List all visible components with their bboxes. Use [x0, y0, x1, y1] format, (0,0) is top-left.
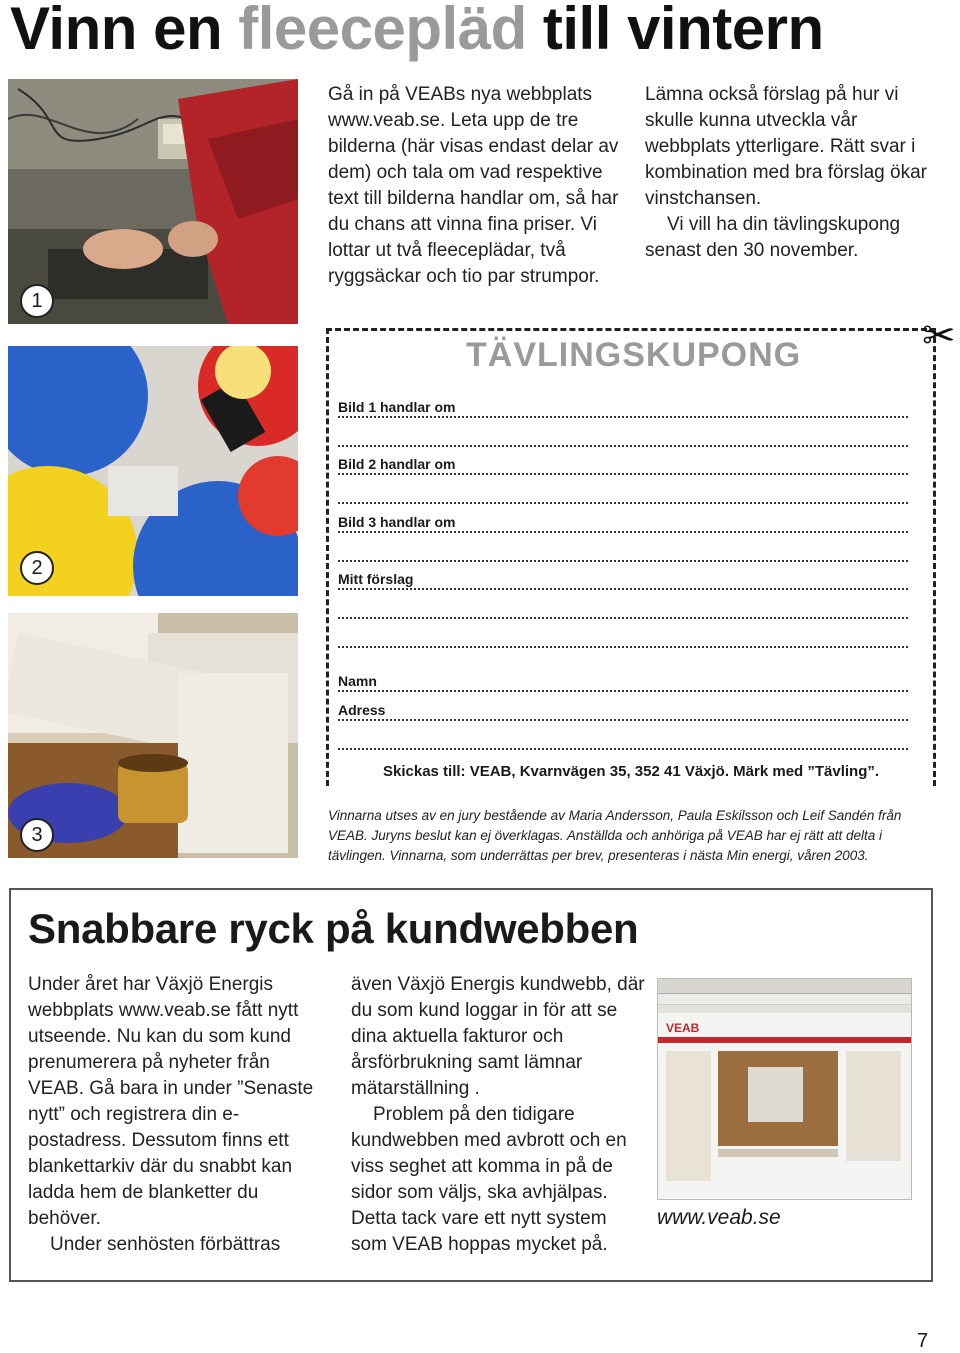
article-paragraph: även Växjö Energis kundwebb, där du som kund loggar in för att se dina aktuella fakturor och årsförbrukning samt lämnar mätarställning .	[351, 974, 645, 1099]
field-label: Bild 1 handlar om	[338, 399, 456, 415]
article-paragraph: Under året har Växjö Energis webbplats www.veab.se fått nytt utseende. Nu kan du som kund prenumerera på nyheter från VEAB. Gå bara in under ”Senaste nytt” och registrera din e-postadress. Dessutom finns ett blankettarkiv där du snabbt kan ladda hem de blanketter du behöver.	[28, 974, 314, 1229]
bild1-field[interactable]	[338, 398, 908, 418]
photo-1	[8, 79, 298, 324]
headline-part2: till vintern	[526, 0, 824, 62]
bild1-field-line[interactable]	[338, 427, 908, 447]
website-screenshot	[657, 978, 912, 1200]
intro-column-2	[645, 82, 935, 264]
headline-part1: Vinn en	[10, 0, 239, 62]
workshop-photo-icon	[8, 79, 298, 324]
field-label: Bild 3 handlar om	[338, 514, 456, 530]
article-2-title: Snabbare ryck på kundwebben	[28, 905, 639, 952]
photo-number-badge: 1	[20, 284, 54, 318]
forslag-field-line[interactable]	[338, 599, 908, 619]
bild3-field-line[interactable]	[338, 542, 908, 562]
article-paragraph: Problem på den tidigare kundwebben med avbrott och en viss seghet att komma in på de sidor som väljs, ska avhjälpas. Detta tack vare ett nytt system som VEAB hoppas mycket på.	[351, 1104, 627, 1255]
veab-logo: VEAB	[666, 1021, 700, 1035]
article-2-column-1	[28, 972, 328, 1258]
article-headline	[10, 0, 824, 62]
article-paragraph: Under senhösten förbättras	[50, 1234, 281, 1255]
photo-number-badge: 2	[20, 551, 54, 585]
computer-desk-photo-icon	[8, 613, 298, 858]
photo-2	[8, 346, 298, 596]
bild2-field-line[interactable]	[338, 484, 908, 504]
headline-highlight: fleecepläd	[238, 0, 527, 62]
scissors-icon: ✂	[922, 314, 956, 358]
intro-column-1: Gå in på VEABs nya webbplats www.veab.se. Leta upp de tre bilderna (här visas endast delar av dem) och tala om vad respektive text till bilderna handlar om, så har du chans att vinna fina priser. Vi lottar ut två fleeceplädar, två ryggsäckar och tio par strumpor.	[328, 84, 619, 287]
adress-field[interactable]	[338, 701, 908, 721]
forslag-field-line[interactable]	[338, 628, 908, 648]
intro-paragraph: Vi vill ha din tävlingskupong senast den 30 november.	[645, 214, 901, 261]
field-label: Adress	[338, 702, 386, 718]
photo-number-badge: 3	[20, 818, 54, 852]
article-2-column-2	[351, 972, 646, 1258]
bild2-field[interactable]	[338, 455, 908, 475]
field-label: Bild 2 handlar om	[338, 456, 456, 472]
adress-field-line[interactable]	[338, 730, 908, 750]
field-label: Namn	[338, 673, 377, 689]
forslag-field[interactable]	[338, 570, 908, 590]
mailing-address: Skickas till: VEAB, Kvarnvägen 35, 352 41 Växjö. Märk med ”Tävling”.	[383, 763, 880, 780]
bild3-field[interactable]	[338, 513, 908, 533]
competition-rules: Vinnarna utses av en jury bestående av Maria Andersson, Paula Eskilsson och Leif Sandén från VEAB. Juryns beslut kan ej överklagas. Anställda och anhöriga på VEAB har ej rätt att delta i tävlingen. Vinnarna, som underrättas per brev, presenteras i nästa Min energi, våren 2003.	[328, 808, 902, 863]
namn-field[interactable]	[338, 672, 908, 692]
coupon-title: TÄVLINGSKUPONG	[466, 336, 802, 374]
photo-3	[8, 613, 298, 858]
field-label: Mitt förslag	[338, 571, 414, 587]
intro-paragraph: Lämna också förslag på hur vi skulle kunna utveckla vår webbplats ytterligare. Rätt svar i kombination med bra förslag ökar vinstchansen.	[645, 84, 927, 209]
page-number: 7	[917, 1330, 929, 1352]
website-caption[interactable]: www.veab.se	[657, 1206, 781, 1229]
